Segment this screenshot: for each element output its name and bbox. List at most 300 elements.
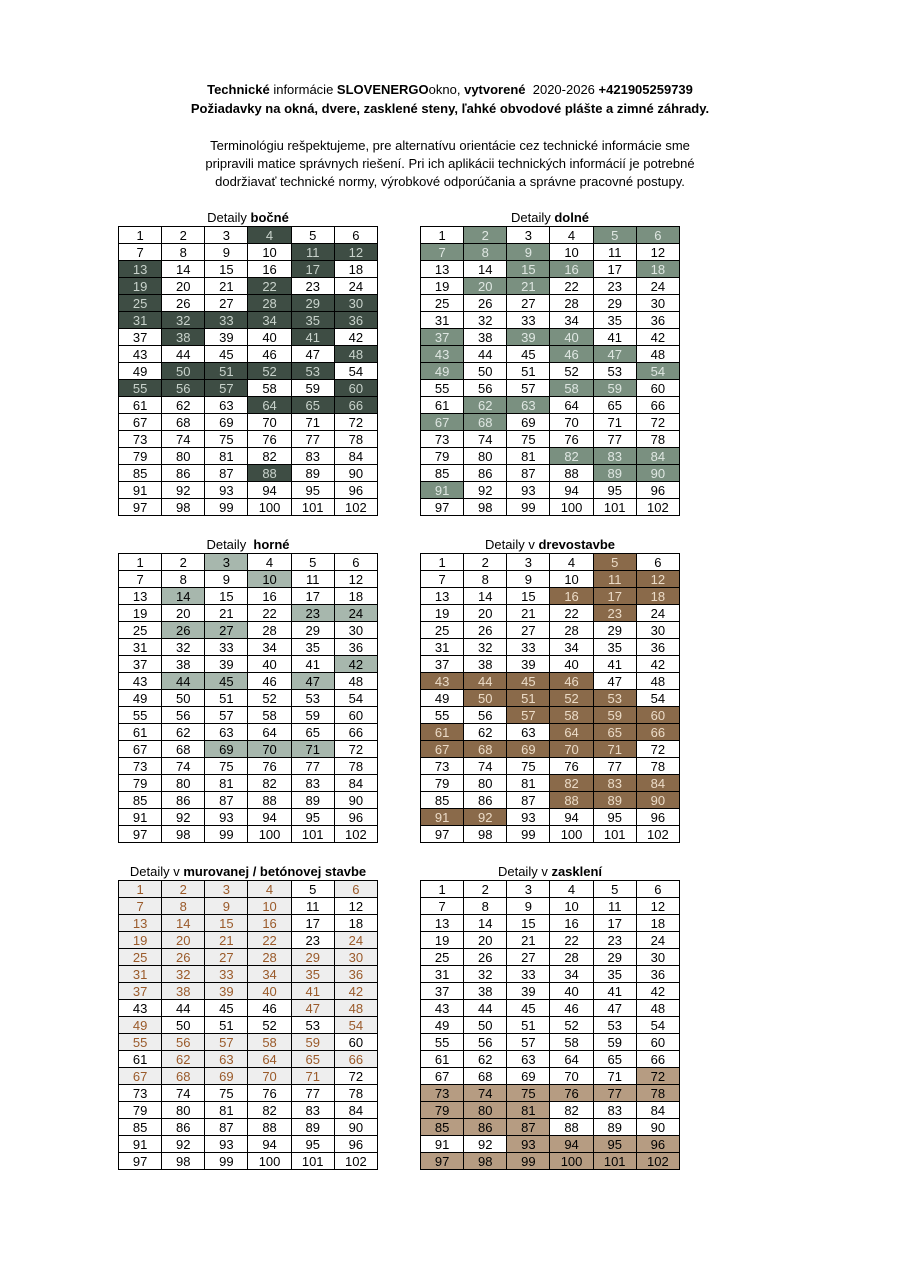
matrix-cell: 85 [421, 1119, 464, 1136]
matrix-cell: 46 [248, 673, 291, 690]
matrix-cell: 29 [593, 949, 636, 966]
matrix-cell: 74 [162, 431, 205, 448]
matrix-cell: 24 [636, 605, 679, 622]
matrix-cell: 42 [334, 983, 377, 1000]
matrix-cell: 17 [291, 588, 334, 605]
matrix-cell: 15 [205, 915, 248, 932]
matrix-cell: 4 [248, 554, 291, 571]
matrix-cell: 16 [248, 915, 291, 932]
matrix-cell: 14 [464, 261, 507, 278]
matrix-cell: 78 [334, 1085, 377, 1102]
matrix-cell: 39 [507, 656, 550, 673]
matrix-cell: 60 [334, 380, 377, 397]
matrix-cell: 100 [550, 1153, 593, 1170]
matrix-row [421, 724, 680, 741]
matrix-cell: 85 [119, 1119, 162, 1136]
matrix-cell: 71 [291, 414, 334, 431]
matrix-cell: 64 [248, 1051, 291, 1068]
matrix-cell: 87 [205, 465, 248, 482]
matrix-cell: 80 [464, 448, 507, 465]
matrix-cell: 83 [291, 1102, 334, 1119]
matrix-cell: 62 [162, 1051, 205, 1068]
matrix-row [119, 1000, 378, 1017]
matrix-cell: 47 [291, 346, 334, 363]
matrix-cell: 33 [507, 312, 550, 329]
matrix-row [119, 465, 378, 482]
matrix-cell: 7 [119, 571, 162, 588]
matrix-cell: 30 [334, 949, 377, 966]
matrix-cell: 9 [507, 244, 550, 261]
matrix-cell: 89 [291, 792, 334, 809]
matrix-cell: 64 [248, 397, 291, 414]
matrix-cell: 36 [334, 639, 377, 656]
matrix-cell: 43 [119, 673, 162, 690]
matrix-cell: 96 [636, 809, 679, 826]
matrix-cell: 100 [248, 1153, 291, 1170]
matrix-cell: 32 [162, 312, 205, 329]
matrix-cell: 10 [248, 244, 291, 261]
matrix-cell: 14 [464, 588, 507, 605]
matrix-cell: 5 [291, 554, 334, 571]
matrix-cell: 58 [248, 1034, 291, 1051]
matrix-cell: 55 [119, 707, 162, 724]
matrix-cell: 74 [464, 1085, 507, 1102]
matrix-cell: 99 [205, 1153, 248, 1170]
matrix-cell: 102 [636, 499, 679, 516]
matrix-cell: 65 [593, 724, 636, 741]
matrix-cell: 74 [162, 1085, 205, 1102]
matrix-cell: 3 [205, 881, 248, 898]
matrix-row [421, 1085, 680, 1102]
matrix-row [421, 588, 680, 605]
matrix-cell: 95 [593, 1136, 636, 1153]
matrix-cell: 99 [205, 826, 248, 843]
matrix-cell: 69 [507, 1068, 550, 1085]
matrix-row [421, 707, 680, 724]
matrix-row [119, 639, 378, 656]
matrix-cell: 81 [205, 775, 248, 792]
matrix-cell: 51 [205, 690, 248, 707]
matrix-cell: 68 [162, 414, 205, 431]
matrix-cell: 41 [593, 329, 636, 346]
matrix-cell: 40 [550, 656, 593, 673]
matrix-cell: 23 [593, 278, 636, 295]
matrix-cell: 40 [248, 983, 291, 1000]
header-brand-suffix: okno, [428, 82, 465, 97]
matrix-cell: 78 [636, 758, 679, 775]
matrix-cell: 77 [291, 758, 334, 775]
matrix-cell: 31 [119, 312, 162, 329]
matrix-title-bold: murovanej / betónovej stavbe [183, 864, 367, 879]
matrix-cell: 97 [421, 499, 464, 516]
matrix-cell: 66 [334, 397, 377, 414]
matrix-cell: 76 [550, 431, 593, 448]
matrix-cell: 18 [636, 588, 679, 605]
matrix-cell: 50 [162, 363, 205, 380]
matrix-cell: 19 [421, 278, 464, 295]
matrix-cell: 8 [464, 571, 507, 588]
matrix-cell: 89 [593, 792, 636, 809]
matrix-cell: 21 [507, 278, 550, 295]
matrix-cell: 55 [119, 1034, 162, 1051]
matrix-cell: 89 [593, 1119, 636, 1136]
matrix-cell: 87 [507, 465, 550, 482]
matrix-cell: 89 [291, 465, 334, 482]
matrix-cell: 30 [334, 622, 377, 639]
matrix-cell: 43 [119, 346, 162, 363]
header-years: 2020-2026 [525, 82, 599, 97]
matrix-cell: 35 [291, 639, 334, 656]
matrix-cell: 3 [205, 554, 248, 571]
matrix-cell: 11 [593, 571, 636, 588]
matrix-cell: 27 [507, 949, 550, 966]
matrix-cell: 51 [507, 690, 550, 707]
matrix-cell: 30 [334, 295, 377, 312]
matrix-row [421, 1051, 680, 1068]
matrix-cell: 2 [162, 881, 205, 898]
matrix-cell: 50 [162, 1017, 205, 1034]
matrix-row [119, 1068, 378, 1085]
matrix-cell: 73 [421, 758, 464, 775]
matrix-cell: 93 [507, 809, 550, 826]
matrix-cell: 90 [636, 465, 679, 482]
matrix-row [119, 826, 378, 843]
matrix-cell: 62 [464, 1051, 507, 1068]
matrix-cell: 11 [593, 898, 636, 915]
matrix-cell: 75 [205, 1085, 248, 1102]
matrix-cell: 67 [119, 414, 162, 431]
matrix-cell: 99 [205, 499, 248, 516]
matrix-row [421, 758, 680, 775]
matrix-cell: 62 [162, 724, 205, 741]
matrix-cell: 97 [119, 826, 162, 843]
matrix-cell: 71 [593, 414, 636, 431]
matrix-title-plain: Detaily [206, 537, 254, 552]
matrix-row [119, 741, 378, 758]
matrix-cell: 16 [550, 588, 593, 605]
matrix-cell: 56 [162, 1034, 205, 1051]
matrix-cell: 70 [248, 414, 291, 431]
matrix-cell: 46 [550, 673, 593, 690]
matrix-cell: 11 [291, 571, 334, 588]
matrix-cell: 24 [334, 278, 377, 295]
matrix-cell: 44 [162, 1000, 205, 1017]
matrix-cell: 45 [205, 346, 248, 363]
matrix-cell: 19 [119, 932, 162, 949]
matrix-cell: 36 [636, 966, 679, 983]
matrix-cell: 17 [291, 261, 334, 278]
matrix-cell: 39 [507, 329, 550, 346]
matrix-cell: 8 [162, 571, 205, 588]
matrix-cell: 58 [550, 707, 593, 724]
matrix-row [421, 622, 680, 639]
matrix-cell: 100 [248, 499, 291, 516]
matrix-cell: 4 [248, 227, 291, 244]
matrix-cell: 43 [119, 1000, 162, 1017]
matrix-cell: 9 [205, 898, 248, 915]
matrix-row [421, 261, 680, 278]
matrix-row [119, 690, 378, 707]
matrix-title [118, 536, 378, 553]
matrix-cell: 36 [334, 312, 377, 329]
matrix-cell: 97 [119, 499, 162, 516]
matrix-cell: 63 [205, 724, 248, 741]
matrix-cell: 91 [421, 1136, 464, 1153]
matrix-cell: 90 [334, 1119, 377, 1136]
matrix-row [119, 809, 378, 826]
matrix-cell: 27 [205, 949, 248, 966]
matrix-cell: 75 [507, 1085, 550, 1102]
matrix-cell: 95 [291, 482, 334, 499]
matrix-cell: 23 [593, 605, 636, 622]
matrix-cell: 83 [291, 775, 334, 792]
matrix-row [119, 1153, 378, 1170]
matrix-row [421, 482, 680, 499]
matrix-cell: 54 [334, 363, 377, 380]
matrix-cell: 17 [593, 261, 636, 278]
matrix-row [119, 1119, 378, 1136]
matrix-cell: 2 [162, 227, 205, 244]
matrix-cell: 7 [119, 898, 162, 915]
matrix-cell: 17 [291, 915, 334, 932]
matrix-cell: 90 [334, 792, 377, 809]
matrix-cell: 17 [593, 588, 636, 605]
matrix-cell: 67 [421, 1068, 464, 1085]
matrix-cell: 94 [248, 1136, 291, 1153]
matrix-row [119, 949, 378, 966]
matrix-cell: 97 [421, 1153, 464, 1170]
matrix-cell: 14 [464, 915, 507, 932]
matrix-row [421, 690, 680, 707]
matrix-cell: 6 [334, 227, 377, 244]
matrix-cell: 87 [205, 1119, 248, 1136]
matrix-cell: 4 [248, 881, 291, 898]
matrix-cell: 84 [636, 775, 679, 792]
matrix-cell: 10 [248, 571, 291, 588]
matrix-cell: 13 [119, 588, 162, 605]
matrix-cell: 14 [162, 588, 205, 605]
matrix-cell: 28 [248, 295, 291, 312]
matrix-row [421, 431, 680, 448]
matrix-cell: 26 [464, 622, 507, 639]
matrix-cell: 85 [119, 792, 162, 809]
matrix-cell: 30 [636, 622, 679, 639]
matrix-cell: 42 [636, 656, 679, 673]
matrix-cell: 46 [550, 1000, 593, 1017]
matrix-cell: 47 [291, 673, 334, 690]
matrix-cell: 86 [162, 792, 205, 809]
matrix-row [119, 983, 378, 1000]
matrix-cell: 13 [119, 261, 162, 278]
matrix-row [119, 244, 378, 261]
matrix-cell: 39 [205, 983, 248, 1000]
matrix-cell: 44 [162, 673, 205, 690]
matrix-cell: 83 [593, 775, 636, 792]
matrix-title-plain: Detaily [510, 210, 555, 225]
matrix-grid [420, 553, 680, 843]
matrix-cell: 40 [248, 329, 291, 346]
matrix-cell: 28 [550, 295, 593, 312]
matrix-cell: 59 [291, 1034, 334, 1051]
matrix-cell: 101 [593, 499, 636, 516]
matrix-cell: 29 [291, 622, 334, 639]
matrix-row [119, 775, 378, 792]
matrix-row [119, 227, 378, 244]
matrix-cell: 13 [421, 915, 464, 932]
matrix-row [119, 707, 378, 724]
matrix-cell: 78 [636, 431, 679, 448]
matrix-grid [118, 880, 378, 1170]
matrix-cell: 32 [162, 639, 205, 656]
matrix-cell: 38 [464, 329, 507, 346]
matrix-cell: 66 [636, 724, 679, 741]
matrix-cell: 58 [248, 707, 291, 724]
matrix-cell: 2 [464, 227, 507, 244]
matrix-cell: 6 [636, 554, 679, 571]
matrix-cell: 91 [119, 482, 162, 499]
matrix-cell: 57 [507, 380, 550, 397]
matrix-cell: 65 [593, 397, 636, 414]
matrix-cell: 91 [421, 482, 464, 499]
matrix-cell: 101 [291, 1153, 334, 1170]
matrix-cell: 22 [550, 605, 593, 622]
matrix-row [421, 741, 680, 758]
matrix-cell: 83 [593, 1102, 636, 1119]
matrix-row [421, 826, 680, 843]
matrix-cell: 81 [507, 448, 550, 465]
header-technicke: Technické [207, 82, 270, 97]
matrix-cell: 51 [507, 1017, 550, 1034]
matrix-cell: 36 [636, 312, 679, 329]
matrix-cell: 70 [248, 741, 291, 758]
matrix-cell: 49 [119, 363, 162, 380]
matrix-cell: 79 [119, 1102, 162, 1119]
matrix-cell: 25 [421, 622, 464, 639]
matrix-cell: 74 [464, 758, 507, 775]
matrix-title [420, 536, 680, 553]
matrix-row [421, 329, 680, 346]
matrix-row [421, 448, 680, 465]
matrix-cell: 89 [291, 1119, 334, 1136]
matrix-cell: 71 [593, 1068, 636, 1085]
matrix-cell: 49 [421, 363, 464, 380]
matrix-cell: 98 [162, 499, 205, 516]
matrix-cell: 42 [334, 329, 377, 346]
matrix-cell: 71 [593, 741, 636, 758]
matrix-cell: 19 [119, 605, 162, 622]
matrix-cell: 8 [162, 898, 205, 915]
matrix-row [421, 571, 680, 588]
matrix-cell: 88 [248, 792, 291, 809]
matrix-cell: 38 [162, 329, 205, 346]
matrix-cell: 77 [593, 758, 636, 775]
matrix-row [421, 295, 680, 312]
matrix-cell: 28 [550, 622, 593, 639]
matrix-cell: 90 [334, 465, 377, 482]
matrix-cell: 1 [119, 554, 162, 571]
matrix-cell: 20 [464, 605, 507, 622]
matrix-cell: 15 [507, 261, 550, 278]
matrix-cell: 15 [205, 588, 248, 605]
matrix-cell: 91 [119, 809, 162, 826]
matrix-murovana-betonova [118, 863, 378, 1170]
matrix-cell: 88 [550, 1119, 593, 1136]
matrix-cell: 31 [119, 966, 162, 983]
matrix-cell: 67 [421, 414, 464, 431]
matrix-cell: 44 [464, 1000, 507, 1017]
matrix-grid [118, 553, 378, 843]
matrix-cell: 81 [205, 1102, 248, 1119]
matrix-cell: 97 [421, 826, 464, 843]
matrix-row [421, 1136, 680, 1153]
matrix-cell: 24 [636, 278, 679, 295]
matrix-cell: 79 [119, 448, 162, 465]
matrix-cell: 55 [421, 1034, 464, 1051]
matrix-row [119, 792, 378, 809]
matrix-row [119, 295, 378, 312]
matrix-cell: 61 [421, 1051, 464, 1068]
matrix-cell: 76 [248, 431, 291, 448]
matrix-cell: 5 [593, 881, 636, 898]
matrix-cell: 34 [550, 966, 593, 983]
matrix-cell: 25 [119, 295, 162, 312]
matrix-cell: 66 [334, 1051, 377, 1068]
matrix-title-plain: Detaily v [497, 864, 552, 879]
matrix-cell: 22 [550, 278, 593, 295]
matrix-cell: 45 [205, 1000, 248, 1017]
matrix-cell: 92 [464, 482, 507, 499]
matrix-row [119, 881, 378, 898]
matrix-cell: 35 [593, 639, 636, 656]
matrix-row [119, 363, 378, 380]
matrix-cell: 60 [334, 707, 377, 724]
matrix-cell: 98 [162, 1153, 205, 1170]
matrix-cell: 90 [636, 1119, 679, 1136]
matrix-cell: 32 [464, 639, 507, 656]
matrix-cell: 88 [248, 1119, 291, 1136]
matrix-cell: 35 [593, 312, 636, 329]
matrix-row [119, 1017, 378, 1034]
matrix-cell: 54 [334, 1017, 377, 1034]
matrix-cell: 91 [119, 1136, 162, 1153]
matrix-cell: 66 [334, 724, 377, 741]
matrix-cell: 62 [464, 397, 507, 414]
matrix-cell: 63 [507, 397, 550, 414]
matrix-cell: 53 [593, 690, 636, 707]
matrix-cell: 10 [550, 244, 593, 261]
matrix-cell: 18 [334, 261, 377, 278]
matrix-cell: 31 [421, 639, 464, 656]
matrix-cell: 64 [550, 397, 593, 414]
matrix-cell: 37 [421, 329, 464, 346]
matrix-cell: 21 [507, 932, 550, 949]
matrix-cell: 31 [421, 966, 464, 983]
matrix-cell: 26 [464, 949, 507, 966]
matrix-cell: 69 [507, 414, 550, 431]
matrix-cell: 92 [162, 482, 205, 499]
matrix-cell: 6 [334, 881, 377, 898]
matrix-row [119, 571, 378, 588]
matrix-row [421, 915, 680, 932]
matrix-cell: 22 [248, 278, 291, 295]
matrix-cell: 22 [248, 605, 291, 622]
matrix-cell: 60 [636, 380, 679, 397]
matrix-cell: 45 [507, 1000, 550, 1017]
matrix-cell: 27 [507, 622, 550, 639]
matrix-cell: 24 [636, 932, 679, 949]
matrix-cell: 84 [334, 1102, 377, 1119]
matrix-cell: 55 [119, 380, 162, 397]
